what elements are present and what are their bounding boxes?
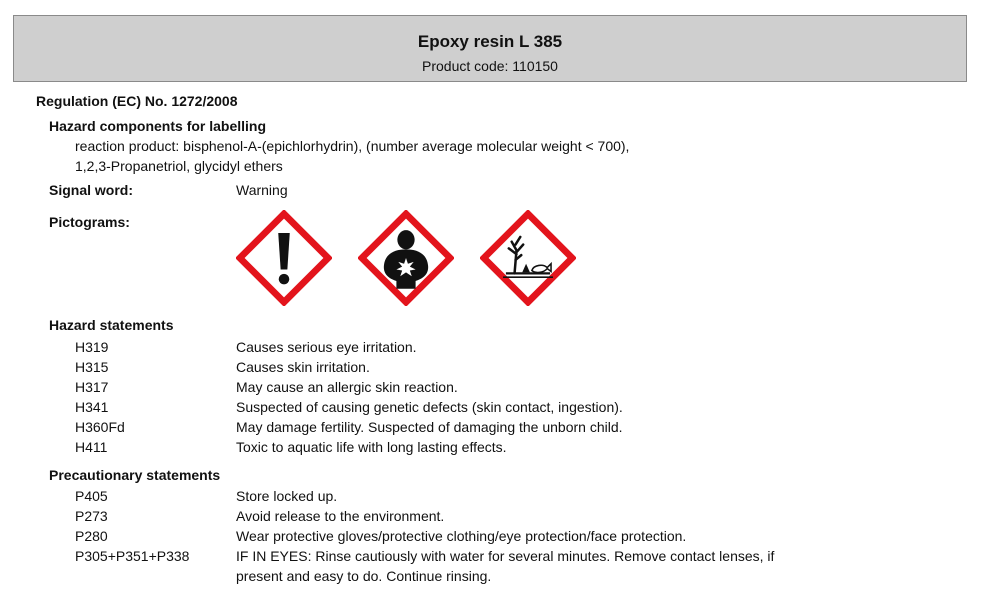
precaution-text-continued: present and easy to do. Continue rinsing. [236, 568, 492, 584]
hazard-text: Causes skin irritation. [236, 359, 370, 375]
product-code: Product code: 110150 [422, 58, 558, 74]
pictograms-label: Pictograms: [49, 214, 130, 230]
hazard-statements-heading: Hazard statements [49, 317, 174, 333]
hazard-text: Causes serious eye irritation. [236, 339, 417, 355]
environment-hazard-icon [480, 210, 576, 306]
precaution-code: P273 [75, 508, 108, 524]
exclamation-mark-icon [236, 210, 332, 306]
precaution-text: Store locked up. [236, 488, 338, 504]
precaution-text: Avoid release to the environment. [236, 508, 445, 524]
hazard-text: May cause an allergic skin reaction. [236, 379, 458, 395]
signal-word-value: Warning [236, 182, 288, 198]
document-header [13, 15, 967, 82]
hazard-text: Suspected of causing genetic defects (skin contact, ingestion). [236, 399, 623, 415]
hazard-text: May damage fertility. Suspected of damaging the unborn child. [236, 419, 623, 435]
hazard-code: H360Fd [75, 419, 125, 435]
precautionary-statements-heading: Precautionary statements [49, 467, 221, 483]
precaution-code: P280 [75, 528, 108, 544]
signal-word-label: Signal word: [49, 182, 133, 198]
precaution-code: P305+P351+P338 [75, 548, 190, 564]
hazard-text: Toxic to aquatic life with long lasting effects. [236, 439, 507, 455]
hazard-code: H317 [75, 379, 109, 395]
hazard-code: H315 [75, 359, 109, 375]
hazard-components-heading: Hazard components for labelling [49, 118, 267, 134]
precaution-text: Wear protective gloves/protective clothing/eye protection/face protection. [236, 528, 687, 544]
hazard-code: H411 [75, 439, 108, 455]
regulation-heading: Regulation (EC) No. 1272/2008 [36, 93, 238, 109]
precaution-code: P405 [75, 488, 108, 504]
precaution-text: IF IN EYES: Rinse cautiously with water for several minutes. Remove contact lenses, if [236, 548, 775, 564]
hazard-component-line: reaction product: bisphenol-A-(epichlorhydrin), (number average molecular weight < 700), [75, 138, 630, 154]
hazard-code: H319 [75, 339, 109, 355]
hazard-code: H341 [75, 399, 109, 415]
document-title: Epoxy resin L 385 [417, 32, 563, 51]
hazard-component-line: 1,2,3-Propanetriol, glycidyl ethers [75, 158, 283, 174]
health-hazard-icon [358, 210, 454, 306]
